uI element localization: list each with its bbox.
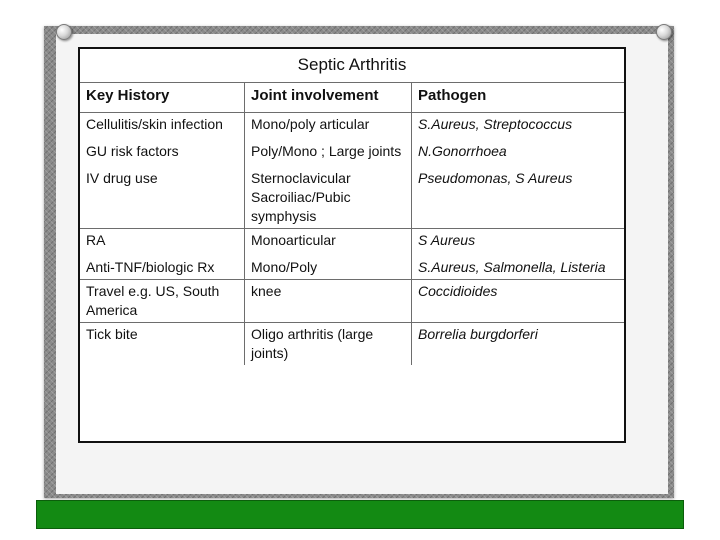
footer-bar [36, 500, 684, 529]
key-history-cell: RA [80, 229, 245, 257]
table-row [80, 140, 624, 167]
key-history-cell: Travel e.g. US, South America [80, 280, 245, 323]
table-title: Septic Arthritis [297, 55, 407, 74]
table-row [80, 256, 624, 280]
joint-involvement-cell: Poly/Mono ; Large joints [245, 140, 412, 167]
key-history-cell: GU risk factors [80, 140, 245, 167]
table-row [80, 323, 624, 366]
pathogen-cell: S Aureus [418, 232, 476, 248]
pushpin-icon [56, 24, 72, 40]
pathogen-cell: Borrelia burgdorferi [418, 326, 538, 342]
key-history-cell: Anti-TNF/biologic Rx [80, 256, 245, 280]
septic-arthritis-table [80, 82, 624, 365]
pathogen-cell: N.Gonorrhoea [418, 143, 507, 159]
pathogen-cell: S.Aureus, Salmonella, Listeria [412, 256, 625, 280]
joint-involvement-cell: Mono/poly articular [245, 113, 412, 141]
column-header-joint-involvement: Joint involvement [245, 83, 412, 113]
column-header-pathogen: Pathogen [412, 83, 625, 113]
key-history-cell: Cellulitis/skin infection [80, 113, 245, 141]
table-row [80, 167, 624, 229]
pushpin-icon [656, 24, 672, 40]
septic-arthritis-table-panel [78, 47, 626, 443]
table-row [80, 113, 624, 141]
pathogen-cell: S.Aureus, Streptococcus [418, 116, 573, 132]
joint-involvement-cell: Monoarticular [245, 229, 412, 257]
column-header-key-history: Key History [80, 83, 245, 113]
joint-involvement-cell: knee [245, 280, 412, 323]
key-history-cell: IV drug use [80, 167, 245, 229]
table-row [80, 229, 624, 257]
pathogen-cell: Coccidioides [412, 280, 625, 323]
joint-involvement-cell: Oligo arthritis (large joints) [245, 323, 412, 366]
joint-involvement-cell: Mono/Poly [245, 256, 412, 280]
joint-involvement-cell: Sternoclavicular Sacroiliac/Pubic symphysis [245, 167, 412, 229]
pathogen-cell: Pseudomonas, S Aureus [412, 167, 625, 229]
key-history-cell: Tick bite [80, 323, 245, 366]
table-row [80, 280, 624, 323]
table-header-row [80, 83, 624, 113]
